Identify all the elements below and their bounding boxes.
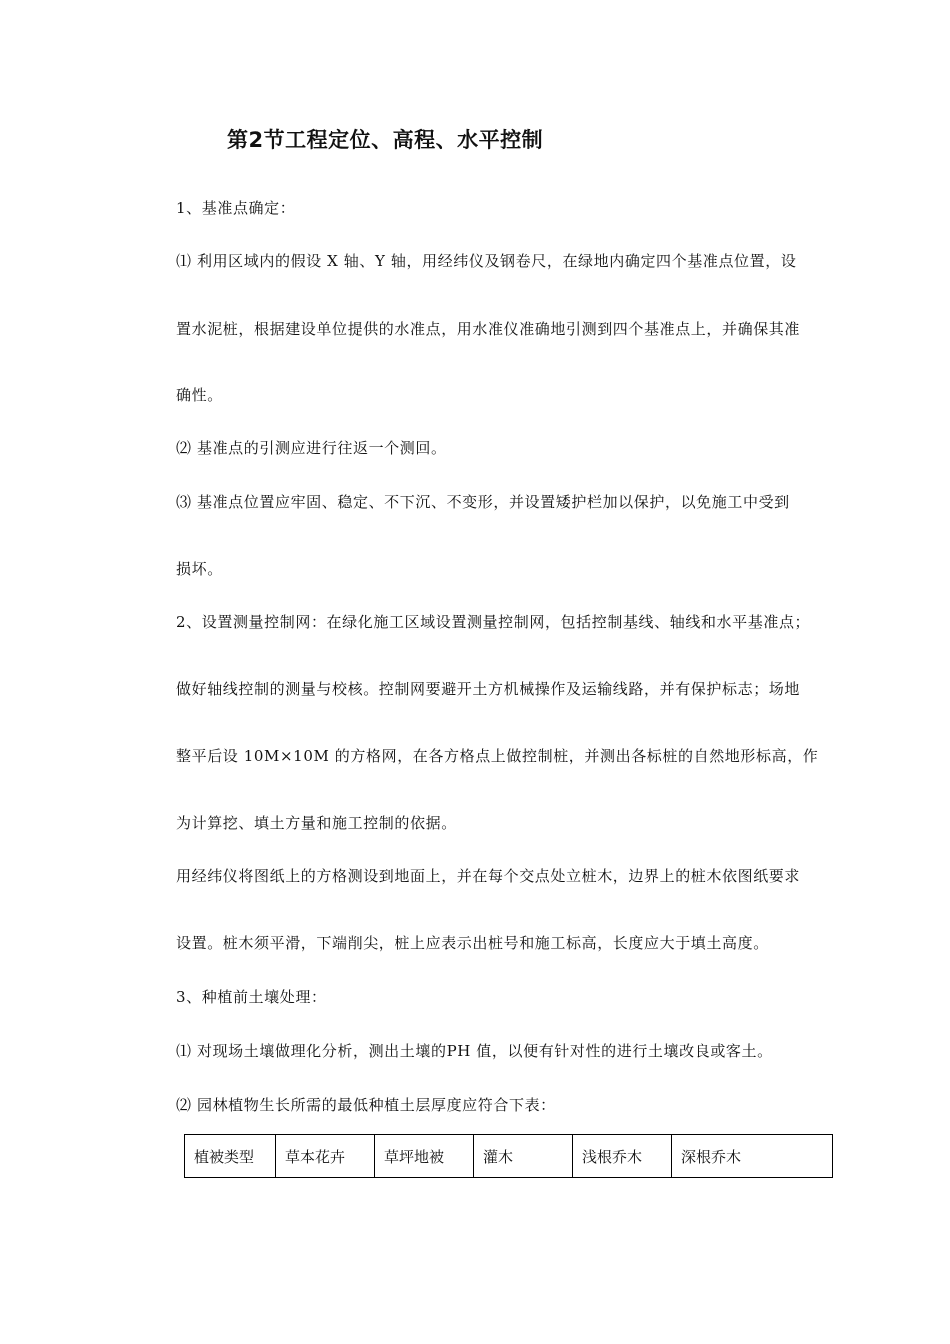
paragraph-line: 损坏。 [176, 560, 223, 578]
paragraph-line: 用经纬仪将图纸上的方格测设到地面上，并在每个交点处立桩木，边界上的桩木依图纸要求 [176, 867, 801, 885]
paragraph-line: ⑵ 园林植物生长所需的最低种植土层厚度应符合下表： [176, 1096, 556, 1114]
paragraph-line: 置水泥桩，根据建设单位提供的水准点，用水准仪准确地引测到四个基准点上，并确保其准 [176, 320, 801, 338]
paragraph-line: 为计算挖、填土方量和施工控制的依据。 [176, 814, 457, 832]
soil-thickness-table [184, 1134, 833, 1178]
table-cell: 草坪地被 [375, 1135, 474, 1178]
table-cell: 植被类型 [185, 1135, 276, 1178]
paragraph-line: ⑵ 基准点的引测应进行往返一个测回。 [176, 439, 447, 457]
paragraph-line: ⑴ 对现场土壤做理化分析，测出土壤的PH 值，以便有针对性的进行土壤改良或客土。 [176, 1042, 773, 1060]
heading-control-network: 2、设置测量控制网：在绿化施工区域设置测量控制网，包括控制基线、轴线和水平基准点； [176, 613, 811, 631]
paragraph-line: 整平后设 10M×10M 的方格网，在各方格点上做控制桩，并测出各标桩的自然地形标高，作 [176, 747, 819, 765]
table-cell: 草本花卉 [276, 1135, 375, 1178]
paragraph-line: 确性。 [176, 386, 223, 404]
heading-benchmark: 1、基准点确定： [176, 199, 296, 217]
table-cell: 深根乔木 [672, 1135, 833, 1178]
table-row [185, 1135, 833, 1178]
paragraph-line: 做好轴线控制的测量与校核。控制网要避开土方机械操作及运输线路，并有保护标志；场地 [176, 680, 801, 698]
table-cell: 灌木 [474, 1135, 573, 1178]
table-cell: 浅根乔木 [573, 1135, 672, 1178]
paragraph-line: ⑶ 基准点位置应牢固、稳定、不下沉、不变形，并设置矮护栏加以保护，以免施工中受到 [176, 493, 790, 511]
paragraph-line: 设置。桩木须平滑，下端削尖，桩上应表示出桩号和施工标高，长度应大于填土高度。 [176, 934, 769, 952]
paragraph-line: ⑴ 利用区域内的假设 X 轴、Y 轴，用经纬仪及钢卷尺，在绿地内确定四个基准点位置，设 [176, 252, 797, 270]
heading-soil-treatment: 3、种植前土壤处理： [176, 988, 327, 1006]
section-title: 第2节工程定位、高程、水平控制 [227, 128, 544, 152]
